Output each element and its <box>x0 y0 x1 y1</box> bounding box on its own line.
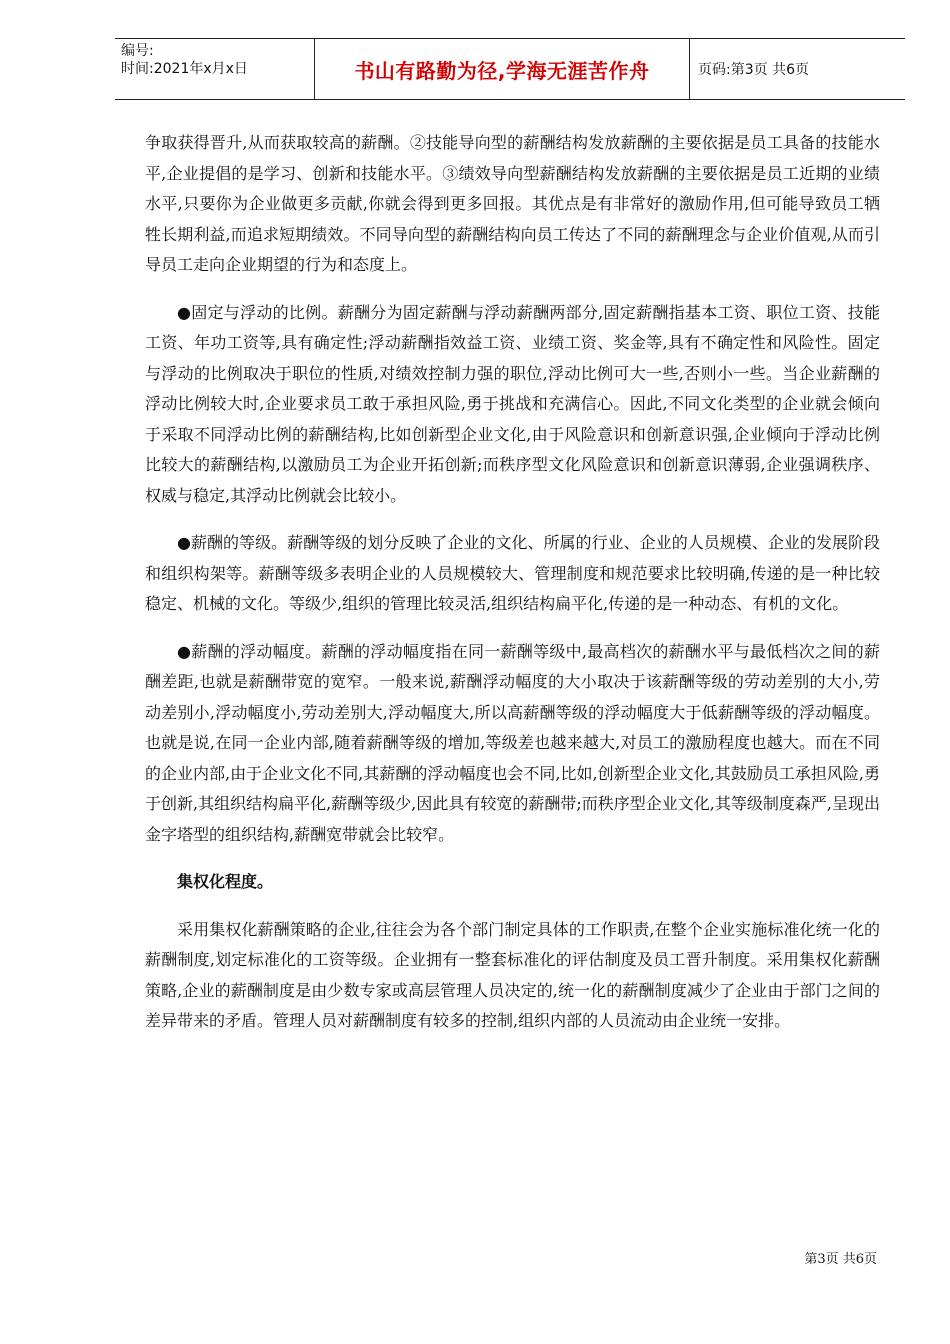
header-page-info: 页码:第3页 共6页 <box>698 62 809 78</box>
body-paragraph: 争取获得晋升,从而获取较高的薪酬。②技能导向型的薪酬结构发放薪酬的主要依据是员工具备的技能水平,企业提倡的是学习、创新和技能水平。③绩效导向型薪酬结构发放薪酬的主要依据是员工近期的业绩水平,只要你为企业做更多贡献,你就会得到更多回报。其优点是有非常好的激励作用,但可能导致员工牺牲长期利益,而追求短期绩效。不同导向型的薪酬结构向员工传达了不同的薪酬理念与企业价值观,从而引导员工走向企业期望的行为和态度上。 <box>145 133 880 274</box>
document-body <box>145 128 880 1037</box>
page-header <box>115 38 905 100</box>
document-number-label: 编号: <box>121 43 154 59</box>
header-meta <box>115 39 315 99</box>
section-heading: 集权化程度。 <box>177 872 274 891</box>
header-motto: 书山有路勤为径,学海无涯苦作舟 <box>315 39 690 99</box>
document-time-label: 时间:2021年x月x日 <box>121 61 248 77</box>
body-paragraph-fixed-floating-ratio: ●固定与浮动的比例。薪酬分为固定薪酬与浮动薪酬两部分,固定薪酬指基本工资、职位工资、技能工资、年功工资等,具有确定性;浮动薪酬指效益工资、业绩工资、奖金等,具有不确定性和风险性。固定与浮动的比例取决于职位的性质,对绩效控制力强的职位,浮动比例可大一些,否则小一些。当企业薪酬的浮动比例较大时,企业要求员工敢于承担风险,勇于挑战和充满信心。因此,不同文化类型的企业就会倾向于采取不同浮动比例的薪酬结构,比如创新型企业文化,由于风险意识和创新意识强,企业倾向于浮动比例比较大的薪酬结构,以激励员工为企业开拓创新;而秩序型文化风险意识和创新意识薄弱,企业强调秩序、权威与稳定,其浮动比例就会比较小。 <box>145 302 880 505</box>
body-paragraph-salary-range: ●薪酬的浮动幅度。薪酬的浮动幅度指在同一薪酬等级中,最高档次的薪酬水平与最低档次之间的薪酬差距,也就是薪酬带宽的宽窄。一般来说,薪酬浮动幅度的大小取决于该薪酬等级的劳动差别的大小,劳动差别小,浮动幅度小,劳动差别大,浮动幅度大,所以高薪酬等级的浮动幅度大于低薪酬等级的浮动幅度。也就是说,在同一企业内部,随着薪酬等级的增加,等级差也越来越大,对员工的激励程度也越大。而在不同的企业内部,由于企业文化不同,其薪酬的浮动幅度也会不同,比如,创新型企业文化,其鼓励员工承担风险,勇于创新,其组织结构扁平化,薪酬等级少,因此具有较宽的薪酬带;而秩序型企业文化,其等级制度森严,呈现出金字塔型的组织结构,薪酬宽带就会比较窄。 <box>145 641 880 844</box>
page-footer: 第3页 共6页 <box>804 1252 877 1267</box>
body-paragraph-centralization: 采用集权化薪酬策略的企业,往往会为各个部门制定具体的工作职责,在整个企业实施标准化统一化的薪酬制度,划定标准化的工资等级。企业拥有一整套标准化的评估制度及员工晋升制度。采用集权化薪酬策略,企业的薪酬制度是由少数专家或高层管理人员决定的,统一化的薪酬制度减少了企业由于部门之间的差异带来的矛盾。管理人员对薪酬制度有较多的控制,组织内部的人员流动由企业统一安排。 <box>145 919 880 1030</box>
body-paragraph-salary-grades: ●薪酬的等级。薪酬等级的划分反映了企业的文化、所属的行业、企业的人员规模、企业的发展阶段和组织构架等。薪酬等级多表明企业的人员规模较大、管理制度和规范要求比较明确,传递的是一种比较稳定、机械的文化。等级少,组织的管理比较灵活,组织结构扁平化,传递的是一种动态、有机的文化。 <box>145 533 880 613</box>
